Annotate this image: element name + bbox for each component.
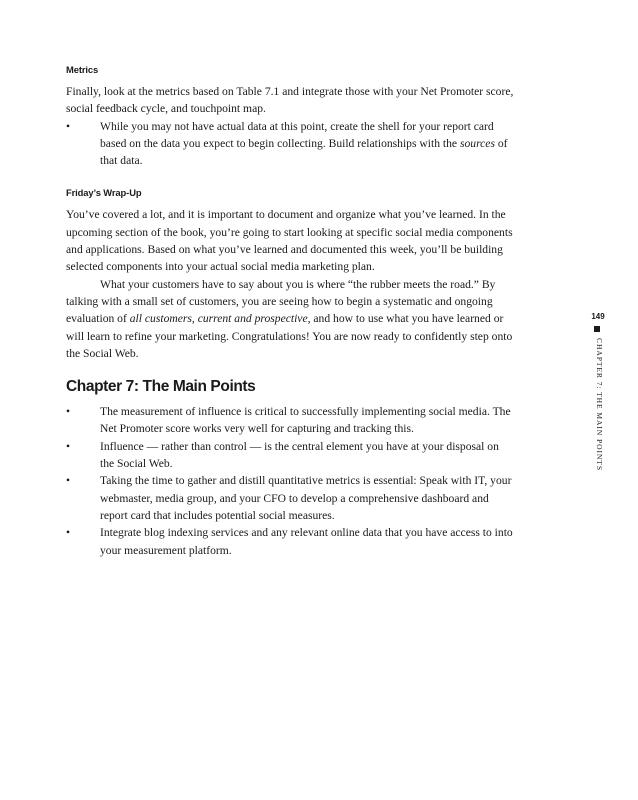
metrics-bullet-text-a: While you may not have actual data at this point, create the shell for your report card based on the data you expect to begin collecting. Build relationships with the	[100, 119, 494, 150]
bullet-icon: •	[66, 474, 71, 488]
main-points-heading: Chapter 7: The Main Points	[66, 378, 256, 396]
page-content	[66, 64, 514, 559]
friday-heading: Friday’s Wrap-Up	[66, 187, 142, 199]
bullet-icon: •	[66, 405, 71, 419]
main-point-text: Integrate blog indexing services and any relevant online data that you have access to into your measurement platform.	[100, 526, 513, 557]
friday-paragraph-2	[66, 276, 514, 362]
bullet-icon: •	[66, 119, 71, 133]
page-number: 149	[591, 312, 605, 321]
list-item	[66, 438, 514, 473]
metrics-heading: Metrics	[66, 64, 99, 75]
list-item	[66, 403, 514, 438]
main-point-text: Taking the time to gather and distill quantitative metrics is essential: Speak with IT, your webmaster, media group, and your CFO to develop a comprehensive dashboard and report card that includes potential social measures.	[100, 474, 512, 522]
metrics-bullet-list	[66, 118, 514, 170]
page-margin-marker	[590, 312, 606, 502]
friday-paragraph-2-text-b: and how to use what you have learned or will learn to refine your marketing. Congratulations! You are now ready to confidently step onto the Social Web.	[66, 312, 513, 360]
main-points-list	[66, 403, 514, 559]
metrics-bullet-emphasis: sources	[459, 136, 495, 150]
bullet-icon: •	[66, 439, 71, 453]
square-marker-icon	[594, 326, 600, 332]
friday-paragraph-1: You’ve covered a lot, and it is important to document and organize what you’ve learned. In the upcoming section of the book, you’re going to start looking at specific social media components and applications. Based on what you’ve learned and documented this week, you’ll be building selected components into your actual social media marketing plan.	[66, 208, 513, 274]
metrics-bullet-text-b: of that data.	[100, 136, 508, 168]
friday-paragraph-2-text-a: What your customers have to say about you is where “the rubber meets the road.” By talking with a small set of customers, you are seeing how to begin a systematic and ongoing evaluation of	[66, 277, 496, 326]
bullet-icon: •	[66, 526, 71, 540]
running-head: CHAPTER 7: THE MAIN POINTS	[595, 338, 604, 471]
list-item	[66, 118, 514, 170]
friday-paragraph-2-emphasis: all customers, current and prospective,	[129, 312, 311, 326]
metrics-paragraph: Finally, look at the metrics based on Table 7.1 and integrate those with your Net Promoter score, social feedback cycle, and touchpoint map.	[66, 85, 514, 116]
main-point-text: Influence — rather than control — is the central element you have at your disposal on the Social Web.	[100, 439, 499, 471]
main-point-text: The measurement of influence is critical to successfully implementing social media. The Net Promoter score works very well for capturing and tracking this.	[100, 405, 511, 436]
list-item	[66, 472, 514, 524]
list-item	[66, 524, 514, 559]
